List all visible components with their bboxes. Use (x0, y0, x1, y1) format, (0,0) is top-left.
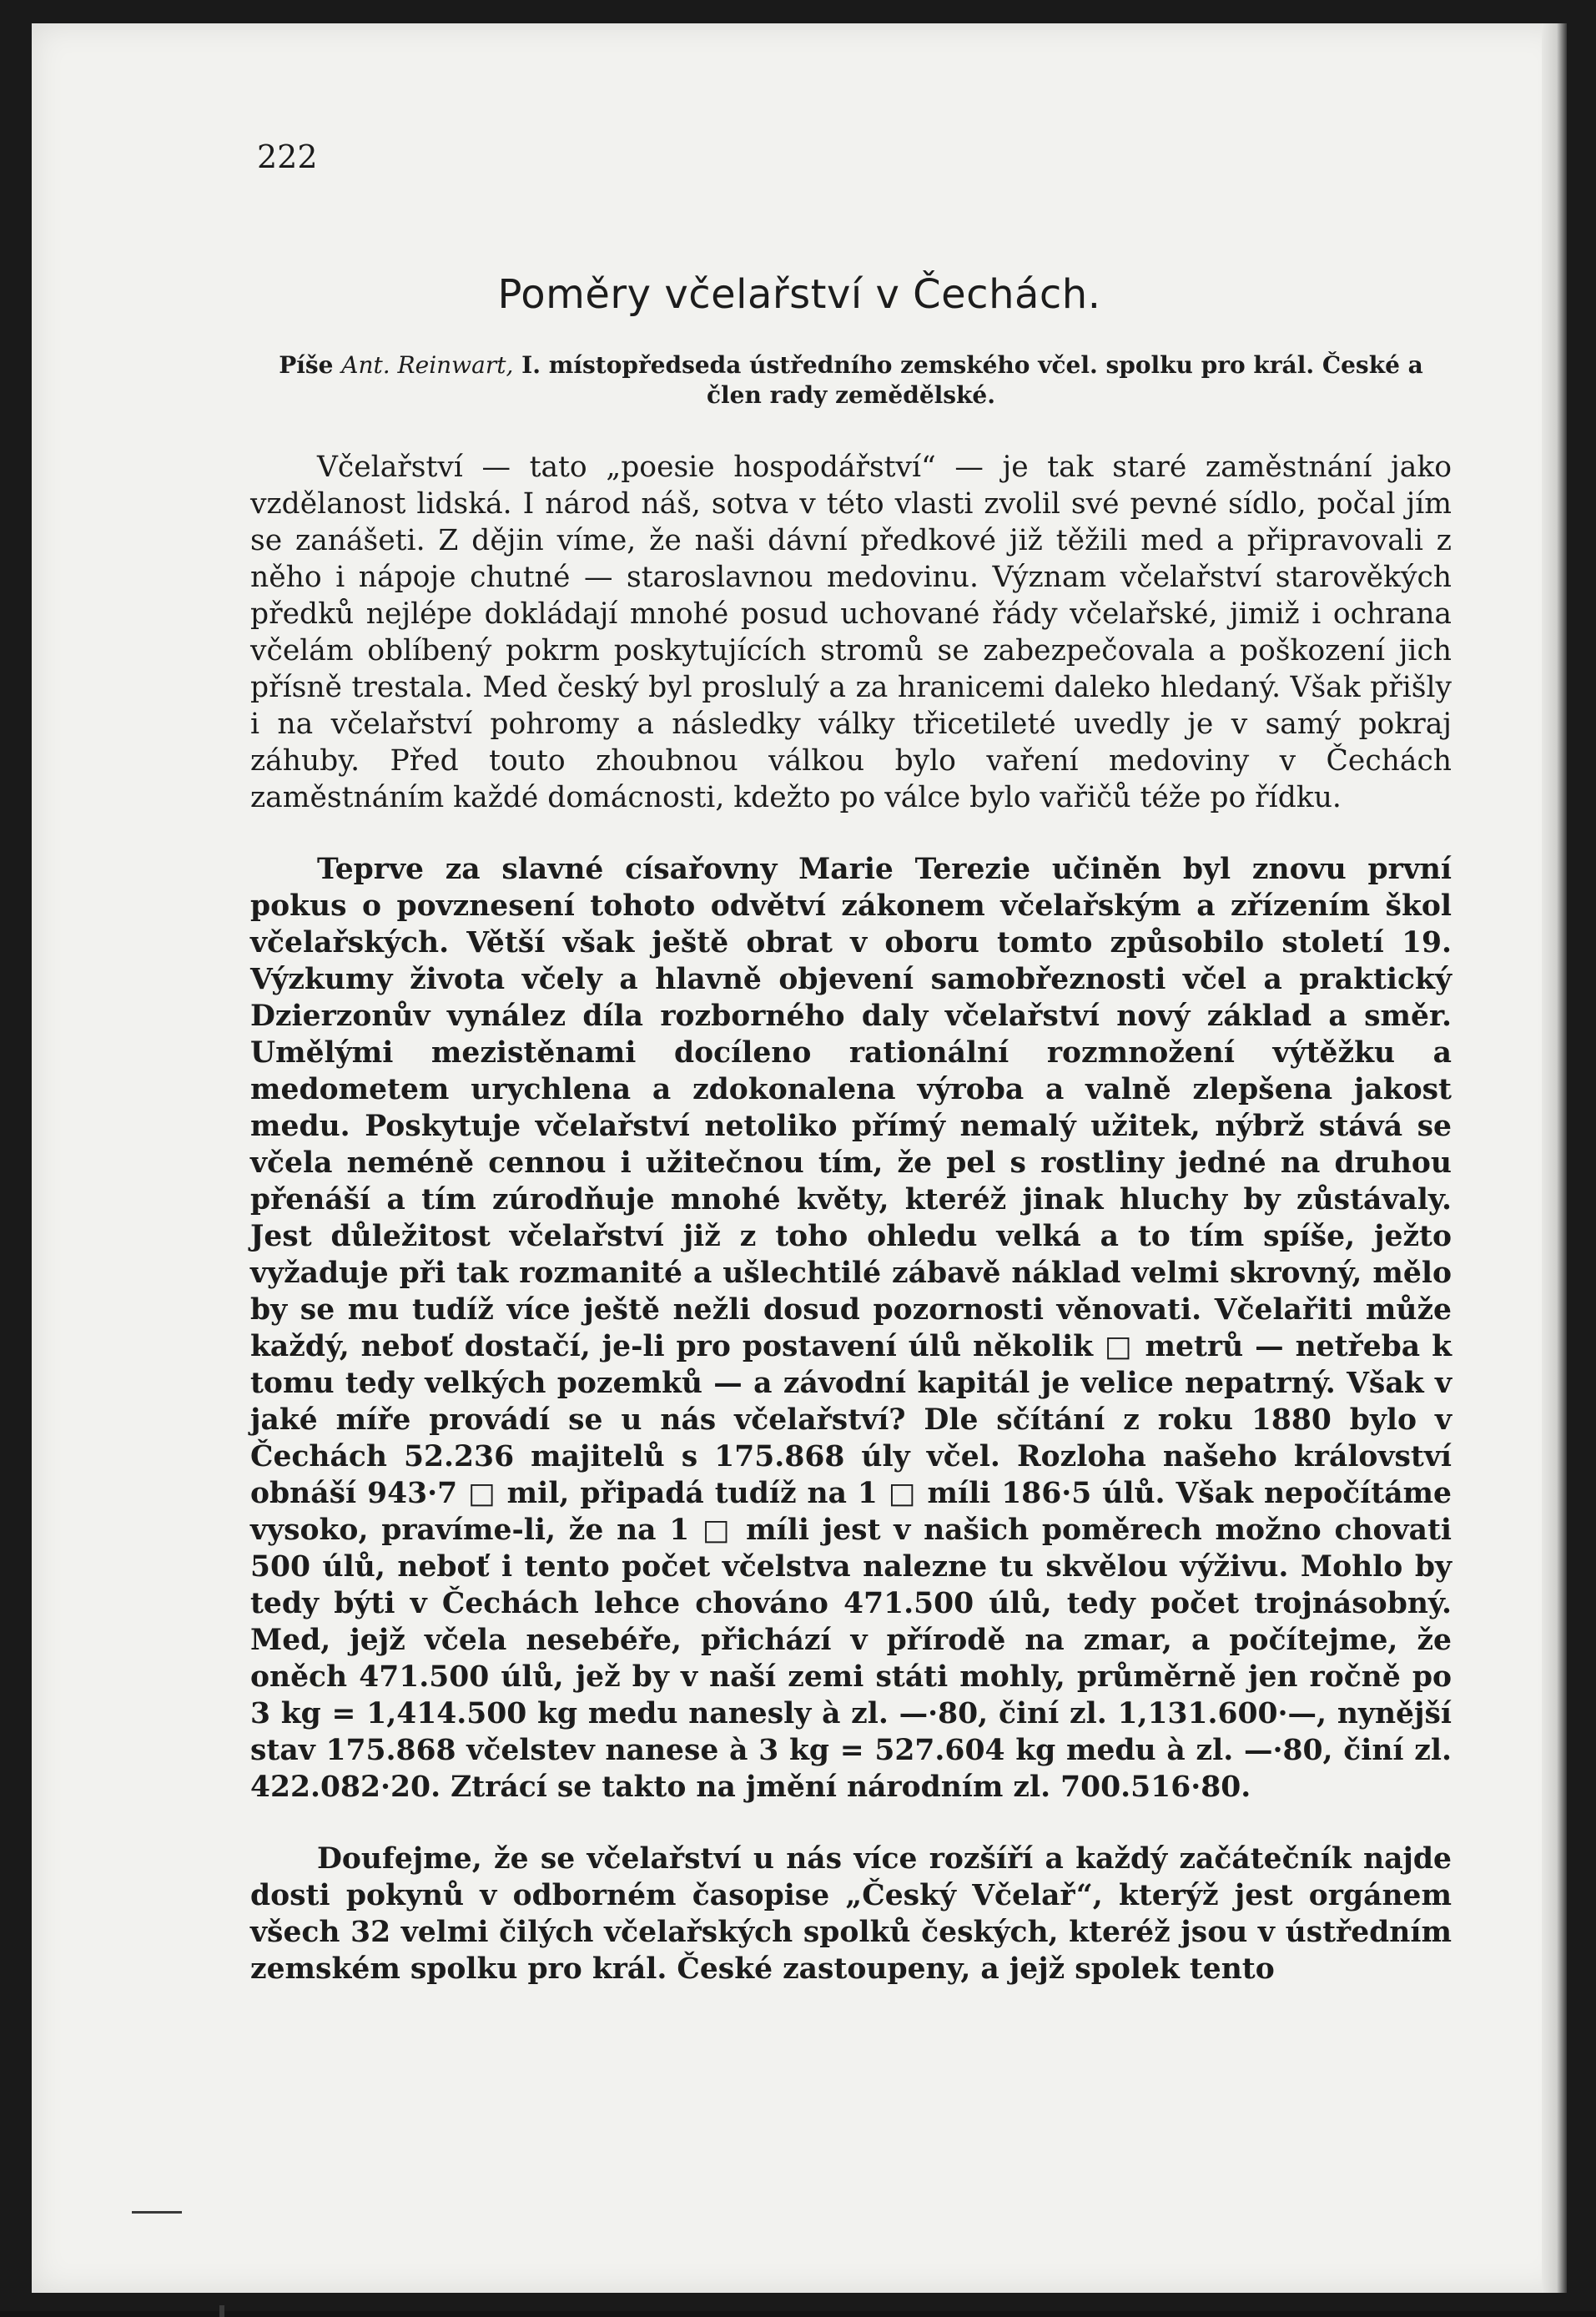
paragraph-1: Včelařství — tato „poesie hospodářství“ — je tak staré zaměstnání jako vzdělanost lidská. I národ náš, sotva v této vlasti zvolil své pevné sídlo, počal jím se zanášeti. Z dějin víme, že naši dávní předkové již těžili med a připravovali z něho i nápoje chutné — staroslavnou medovinu. Význam včelařství starověkých předků nejlépe dokládají mnohé posud uchované řády včelařské, jimiž i ochrana včelám oblíbený pokrm poskytujících stromů se zabezpečovala a poškození jich přísně trestala. Med český byl proslulý a za hranicemi daleko hledaný. Však přišly i na včelařství pohromy a následky války třicetileté uvedly je v samý pokraj záhuby. Před touto zhoubnou válkou bylo vaření medoviny v Čechách zaměstnáním každé domácnosti, kdežto po válce bylo vařičů téže po řídku. (250, 451, 1452, 814)
scan-speck (132, 2211, 182, 2214)
article-body (250, 449, 1452, 1987)
paragraph-3: Doufejme, že se včelařství u nás více rozšíří a každý začátečník najde dosti pokynů v odborném časopise „Český Včelař“, kterýž jest orgánem všech 32 velmi čilých včelařských spolků českých, kteréž jsou v ústředním zemském spolku pro král. České zastoupeny, a jejž spolek tento (250, 1842, 1452, 1986)
book-page (32, 23, 1567, 2293)
paragraph-2: Teprve za slavné císařovny Marie Terezie učiněn byl znovu první pokus o povznesení tohoto odvětví zákonem včelařským a zřízením škol včelařských. Větší však ještě obrat v oboru tomto způsobilo století 19. Výzkumy života včely a hlavně objevení samobřeznosti včel a praktický Dzierzonův vynález díla rozborného daly včelařství nový základ a směr. Umělými mezistěnami docíleno rationální rozmnožení výtěžku a medometem urychlena a zdokonalena výroba a valně zlepšena jakost medu. Poskytuje včelařství netoliko přímý nemalý užitek, nýbrž stává se včela neméně cennou i užitečnou tím, že pel s rostliny jedné na druhou přenáší a tím zúrodňuje mnohé květy, kteréž jinak hluchy by zůstávaly. Jest důležitost včelařství již z toho ohledu velká a to tím spíše, ježto vyžaduje při tak rozmanité a ušlechtilé zábavě náklad velmi skrovný, mělo by se mu tudíž více ještě nežli dosud pozornosti věnovati. Včelařiti může každý, neboť dostačí, je-li pro postavení úlů několik □ metrů — netřeba k tomu tedy velkých pozemků — a závodní kapitál je velice nepatrný. Však v jaké míře provádí se u nás včelařství? Dle sčítání z roku 1880 bylo v Čechách 52.236 majitelů s 175.868 úly včel. Rozloha našeho království obnáší 943·7 □ mil, připadá tudíž na 1 □ míli 186·5 úlů. Však nepočítáme vysoko, pravíme-li, že na 1 □ míli jest v našich poměrech možno chovati 500 úlů, neboť i tento počet včelstva nalezne tu skvělou výživu. Mohlo by tedy býti v Čechách lehce chováno 471.500 úlů, tedy počet trojnásobný. Med, jejž včela nesebéře, přichází v přírodě na zmar, a počítejme, že oněch 471.500 úlů, jež by v naší zemi státi mohly, průměrně jen ročně po 3 kg = 1,414.500 kg medu nanesly à zl. —·80, činí zl. 1,131.600·—, nynější stav 175.868 včelstev nanese à 3 kg = 527.604 kg medu à zl. —·80, činí zl. 422.082·20. Ztrácí se takto na jmění národním zl. 700.516·80. (250, 853, 1452, 1804)
page-number: 222 (257, 139, 318, 175)
byline-role: I. místopředseda ústředního zemského včel. spolku pro král. České a člen rady zemědělské. (521, 351, 1423, 409)
byline-author: Ant. Reinwart, (341, 351, 514, 379)
article-title: Poměry včelařství v Čechách. (497, 271, 1101, 318)
article-byline (250, 350, 1452, 411)
page-edge-shadow (1542, 23, 1567, 2293)
scan-speck (219, 2305, 224, 2317)
byline-prefix: Píše (279, 351, 334, 379)
